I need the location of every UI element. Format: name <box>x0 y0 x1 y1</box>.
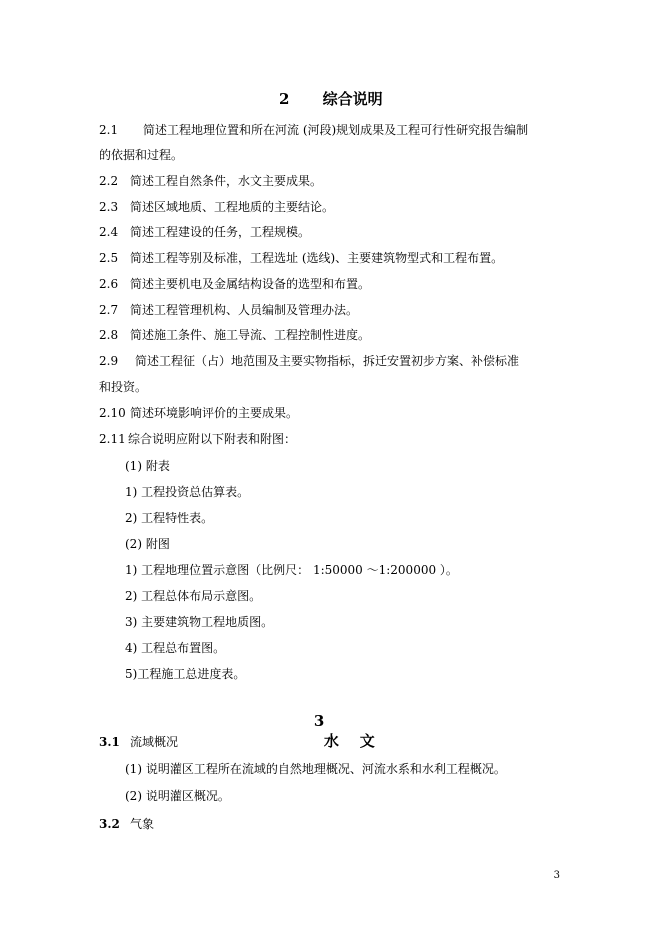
attachment-item: 3) 主要建筑物工程地质图。 <box>125 615 274 629</box>
subsection-3-2: 3.2 气象 <box>99 817 155 831</box>
attachment-tables-heading: (1) 附表 <box>125 459 170 473</box>
attachment-item: 5)工程施工总进度表。 <box>125 667 246 681</box>
attachment-item: 1) 工程投资总估算表。 <box>125 485 250 499</box>
item-2-10: 2.10 简述环境影响评价的主要成果。 <box>99 406 299 420</box>
item-2-6: 2.6 简述主要机电及金属结构设备的选型和布置。 <box>99 277 371 291</box>
attachment-item: 1) 工程地理位置示意图（比例尺： 1:50000 ～1:200000 ）。 <box>125 563 458 577</box>
subsection-3-1: 3.1 流域概况 <box>99 735 179 749</box>
section-3-heading <box>293 694 375 769</box>
item-2-8: 2.8 简述施工条件、施工导流、工程控制性进度。 <box>99 328 371 342</box>
attachment-item: 2) 工程总体布局示意图。 <box>125 589 262 603</box>
item-2-1: 2.1 简述工程地理位置和所在河流 (河段)规划成果及工程可行性研究报告编制 <box>99 123 529 137</box>
attachment-figures-heading: (2) 附图 <box>125 537 170 551</box>
attachment-item: 4) 工程总布置图。 <box>125 641 226 655</box>
subsection-3-1-item: (1) 说明灌区工程所在流域的自然地理概况、河流水系和水利工程概况。 <box>125 762 506 776</box>
item-2-9-cont: 和投资。 <box>99 380 148 394</box>
item-2-2: 2.2 简述工程自然条件，水文主要成果。 <box>99 174 323 188</box>
item-2-11: 2.11 综合说明应附以下附表和附图： <box>99 432 297 446</box>
section-3-title: 水 文 <box>323 732 375 750</box>
section-2-number: 2 <box>279 90 290 108</box>
page-number: 3 <box>553 870 560 881</box>
item-2-9: 2.9 简述工程征（占）地范围及主要实物指标，拆迁安置初步方案、补偿标准 <box>99 354 520 368</box>
subsection-3-1-item: (2) 说明灌区概况。 <box>125 789 230 803</box>
item-2-5: 2.5 简述工程等别及标准，工程选址 (选线)、主要建筑物型式和工程布置。 <box>99 251 504 265</box>
attachment-item: 2) 工程特性表。 <box>125 511 214 525</box>
item-2-4: 2.4 简述工程建设的任务，工程规模。 <box>99 225 311 239</box>
item-2-1-cont: 的依据和过程。 <box>99 148 184 162</box>
section-2-heading <box>279 88 383 109</box>
item-2-3: 2.3 简述区域地质、工程地质的主要结论。 <box>99 200 335 214</box>
section-3-number: 3 <box>313 712 325 730</box>
item-2-7: 2.7 简述工程管理机构、人员编制及管理办法。 <box>99 303 359 317</box>
section-2-title: 综合说明 <box>322 90 383 108</box>
